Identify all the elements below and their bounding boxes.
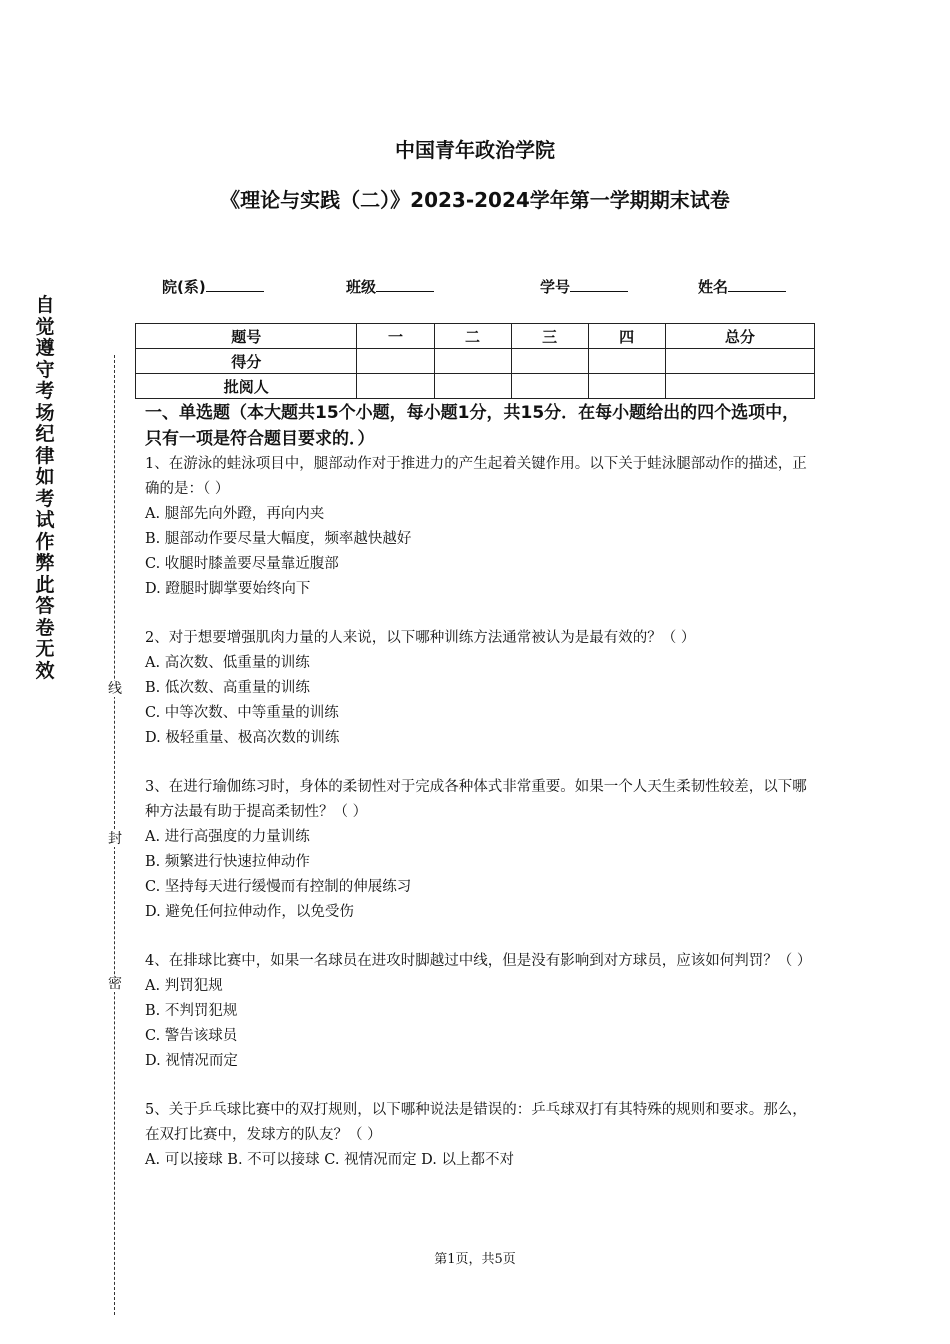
class-label: 班级	[346, 278, 377, 296]
notice-char: 遵	[35, 337, 55, 359]
notice-char: 无	[35, 638, 55, 660]
answer-option[interactable]: B. 不判罚犯规	[145, 1003, 238, 1019]
score-header-cell: 题号	[136, 324, 357, 349]
answer-option[interactable]: C. 坚持每天进行缓慢而有控制的伸展练习	[145, 879, 412, 895]
name-blank[interactable]	[728, 277, 786, 292]
answer-option[interactable]: A. 高次数、低重量的训练	[145, 655, 310, 671]
question-2	[145, 626, 815, 751]
score-header-cell: 二	[434, 324, 511, 349]
score-header-row	[136, 324, 815, 349]
dept-label: 院(系)	[162, 278, 206, 296]
answer-option[interactable]: D. 极轻重量、极高次数的训练	[145, 730, 340, 746]
question-stem: 5、关于乒乓球比赛中的双打规则，以下哪种说法是错误的：乒乓球双打有其特殊的规则和要求。那么，在双打比赛中，发球方的队友？（ ）	[145, 1102, 807, 1143]
answer-option[interactable]: C. 警告该球员	[145, 1028, 238, 1044]
student-id-field	[540, 276, 628, 297]
answer-option[interactable]: C. 中等次数、中等重量的训练	[145, 705, 339, 721]
question-stem: 4、在排球比赛中，如果一名球员在进攻时脚越过中线，但是没有影响到对方球员，应该如何判罚？（ ）	[145, 953, 812, 969]
notice-char: 答	[35, 595, 55, 617]
score-header-cell: 四	[588, 324, 665, 349]
question-4	[145, 949, 815, 1074]
reviewer-cell[interactable]	[665, 374, 814, 399]
line-label-feng: 封	[108, 831, 122, 847]
notice-char: 考	[35, 487, 55, 510]
reviewer-row-label: 批阅人	[136, 374, 357, 399]
notice-char: 卷	[35, 616, 55, 639]
answer-option[interactable]: B. 腿部动作要尽量大幅度，频率越快越好	[145, 531, 412, 547]
answer-option[interactable]: A. 判罚犯规	[145, 978, 223, 994]
answer-option[interactable]: D. 避免任何拉伸动作，以免受伤	[145, 904, 354, 920]
question-3	[145, 775, 815, 925]
answer-option[interactable]: A. 腿部先向外蹬，再向内夹	[145, 506, 325, 522]
question-5	[145, 1098, 815, 1173]
notice-char: 场	[35, 401, 55, 424]
reviewer-cell[interactable]	[588, 374, 665, 399]
dept-blank[interactable]	[206, 277, 264, 292]
notice-char: 试	[35, 509, 55, 531]
notice-char: 觉	[35, 315, 55, 338]
score-row	[136, 349, 815, 374]
line-label-xian: 线	[108, 681, 122, 697]
score-header-cell: 三	[511, 324, 588, 349]
reviewer-cell[interactable]	[357, 374, 434, 399]
answer-option[interactable]: C. 收腿时膝盖要尽量靠近腹部	[145, 556, 339, 572]
answer-option[interactable]: D. 视情况而定	[145, 1053, 238, 1069]
student-id-label: 学号	[540, 278, 571, 296]
dept-field	[162, 276, 264, 297]
notice-char: 如	[35, 466, 55, 488]
question-1	[145, 452, 815, 602]
question-stem: 1、在游泳的蛙泳项目中，腿部动作对于推进力的产生起着关键作用。以下关于蛙泳腿部动作的描述，正确的是：（ ）	[145, 456, 807, 497]
name-label: 姓名	[698, 278, 729, 296]
exam-title: 《理论与实践（二）》2023-2024学年第一学期期末试卷	[220, 188, 730, 212]
reviewer-row	[136, 374, 815, 399]
score-header-cell: 总分	[665, 324, 814, 349]
answer-options-inline[interactable]: A. 可以接球 B. 不可以接球 C. 视情况而定 D. 以上都不对	[145, 1152, 515, 1168]
page-number: 第1页，共5页	[434, 1252, 516, 1267]
score-header-cell: 一	[357, 324, 434, 349]
score-cell[interactable]	[588, 349, 665, 374]
notice-char: 自	[35, 294, 55, 316]
notice-char: 纪	[35, 423, 55, 445]
question-stem: 3、在进行瑜伽练习时，身体的柔韧性对于完成各种体式非常重要。如果一个人天生柔韧性较差，以下哪种方法最有助于提高柔韧性？（ ）	[145, 779, 807, 820]
score-cell[interactable]	[434, 349, 511, 374]
student-id-blank[interactable]	[570, 277, 628, 292]
notice-char: 守	[35, 358, 55, 381]
score-cell[interactable]	[665, 349, 814, 374]
exam-discipline-notice	[33, 295, 57, 682]
notice-char: 效	[35, 659, 55, 682]
question-section	[145, 400, 815, 1173]
answer-option[interactable]: D. 蹬腿时脚掌要始终向下	[145, 581, 311, 597]
reviewer-cell[interactable]	[511, 374, 588, 399]
class-field	[346, 276, 434, 297]
score-table	[135, 323, 815, 399]
score-row-label: 得分	[136, 349, 357, 374]
question-stem: 2、对于想要增强肌肉力量的人来说，以下哪种训练方法通常被认为是最有效的？（ ）	[145, 630, 696, 646]
notice-char: 此	[35, 573, 55, 596]
line-label-mi: 密	[108, 976, 122, 992]
answer-option[interactable]: A. 进行高强度的力量训练	[145, 829, 310, 845]
name-field	[698, 276, 786, 297]
answer-option[interactable]: B. 低次数、高重量的训练	[145, 680, 310, 696]
answer-option[interactable]: B. 频繁进行快速拉伸动作	[145, 854, 310, 870]
reviewer-cell[interactable]	[434, 374, 511, 399]
school-title: 中国青年政治学院	[395, 138, 555, 162]
notice-char: 弊	[35, 552, 55, 574]
notice-char: 考	[35, 380, 55, 402]
score-cell[interactable]	[511, 349, 588, 374]
notice-char: 律	[35, 444, 55, 467]
notice-char: 作	[35, 530, 55, 553]
section-heading: 一、单选题（本大题共15个小题，每小题1分，共15分．在每小题给出的四个选项中，只有一项是符合题目要求的．）	[145, 403, 800, 449]
class-blank[interactable]	[376, 277, 434, 292]
score-cell[interactable]	[357, 349, 434, 374]
